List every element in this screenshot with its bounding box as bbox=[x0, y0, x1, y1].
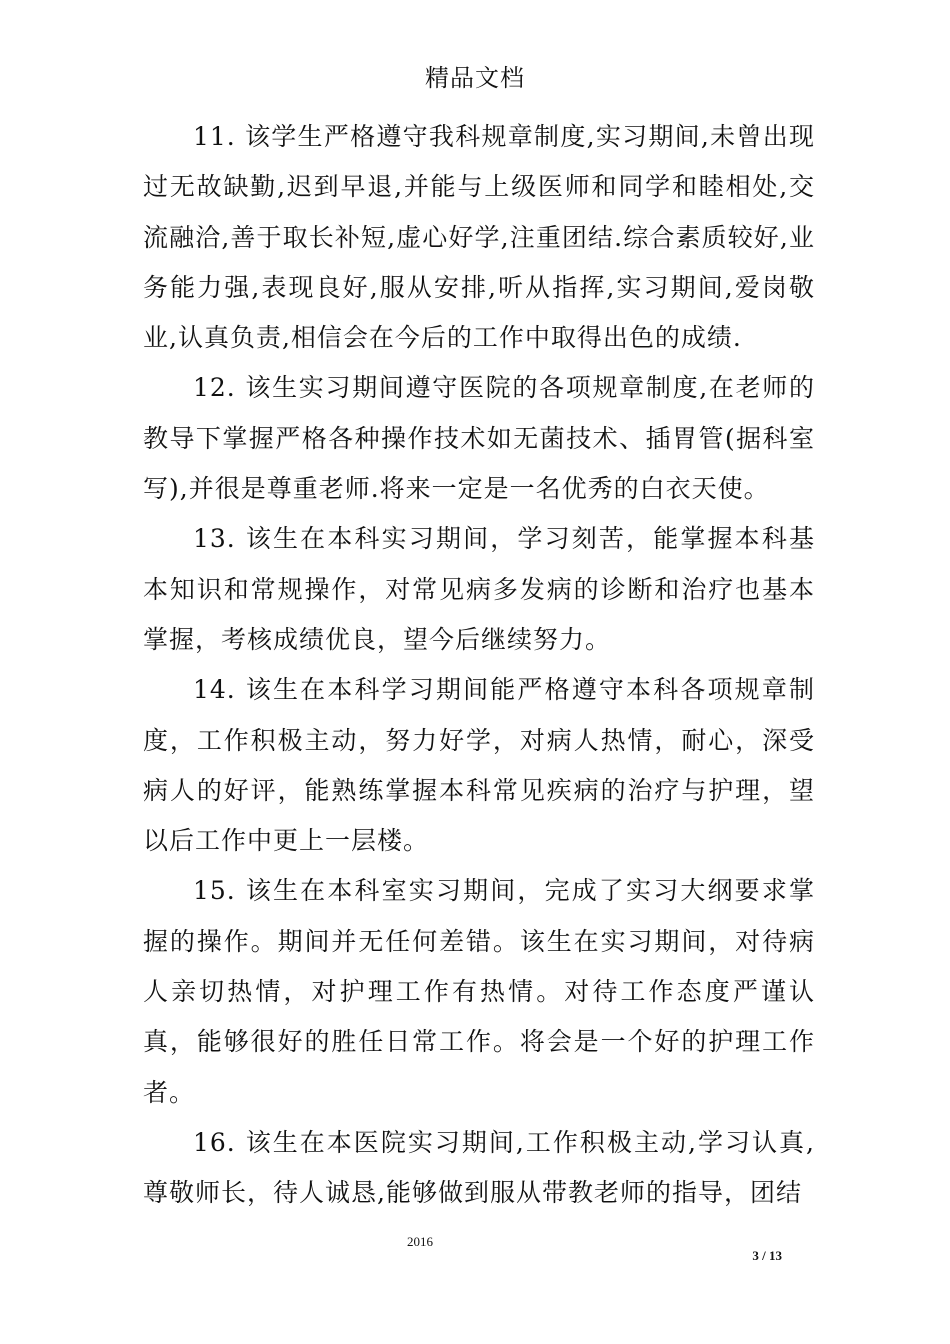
paragraph-13: 13. 该生在本科实习期间，学习刻苦，能掌握本科基本知识和常规操作，对常见病多发病的诊断和治疗也基本掌握，考核成绩优良，望今后继续努力。 bbox=[143, 524, 815, 654]
footer-year: 2016 bbox=[407, 1234, 433, 1249]
paragraph-16: 16. 该生在本医院实习期间,工作积极主动,学习认真,尊敬师长，待人诚恳,能够做到服从带教老师的指导，团结 bbox=[143, 1127, 815, 1208]
paragraph-15: 15. 该生在本科室实习期间，完成了实习大纲要求掌握的操作。期间并无任何差错。该生在实习期间，对待病人亲切热情，对护理工作有热情。对待工作态度严谨认真，能够很好的胜任日常工作。将会是一个好的护理工作者。 bbox=[143, 876, 815, 1107]
page-number: 3 / 13 bbox=[752, 1248, 782, 1263]
document-body bbox=[143, 112, 815, 1219]
paragraph-11: 11. 该学生严格遵守我科规章制度,实习期间,未曾出现过无故缺勤,迟到早退,并能与上级医师和同学和睦相处,交流融洽,善于取长补短,虚心好学,注重团结.综合素质较好,业务能力强,表现良好,服从安排,听从指挥,实习期间,爱岗敬业,认真负责,相信会在今后的工作中取得出色的成绩. bbox=[143, 122, 815, 353]
paragraph-14: 14. 该生在本科学习期间能严格遵守本科各项规章制度，工作积极主动，努力好学，对病人热情，耐心，深受病人的好评，能熟练掌握本科常见疾病的治疗与护理，望以后工作中更上一层楼。 bbox=[143, 675, 815, 856]
page-header-title: 精品文档 bbox=[425, 64, 525, 92]
paragraph-12: 12. 该生实习期间遵守医院的各项规章制度,在老师的教导下掌握严格各种操作技术如无菌技术、插胃管(据科室写),并很是尊重老师.将来一定是一名优秀的白衣天使。 bbox=[143, 373, 815, 504]
